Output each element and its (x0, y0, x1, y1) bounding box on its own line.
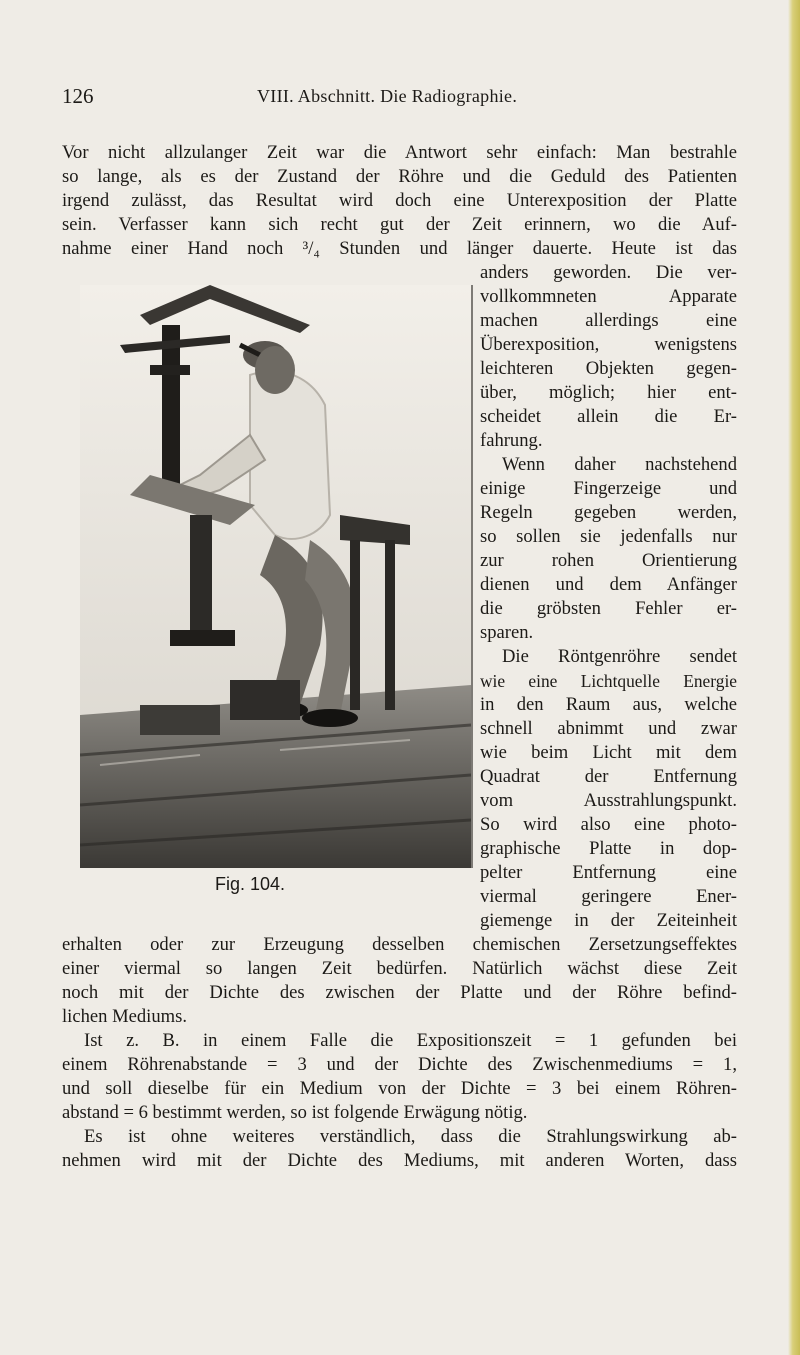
text-line: schnell abnimmt und zwar (480, 718, 737, 739)
text-line: dienen und dem Anfänger (480, 574, 737, 595)
text-line: anders geworden. Die ver- (480, 262, 737, 283)
text-line: nahme einer Hand noch ³/₄ Stunden und länger dauerte. Heute ist das (62, 238, 737, 259)
text-line: So wird also eine photo- (480, 814, 737, 835)
text-line: die gröbsten Fehler er- (480, 598, 737, 619)
text-line: nehmen wird mit der Dichte des Mediums, mit anderen Worten, dass (62, 1150, 737, 1171)
text-line: irgend zulässt, das Resultat wird doch eine Unterexposition der Platte (62, 190, 737, 211)
running-head: VIII. Abschnitt. Die Radiographie. (257, 86, 518, 106)
text-line: lichen Mediums. (62, 1006, 187, 1027)
text-line: Quadrat der Entfernung (480, 766, 737, 787)
figure-caption: Fig. 104. (215, 874, 286, 894)
text-line: vollkommneten Apparate (480, 286, 737, 307)
text-line: wie beim Licht mit dem (480, 742, 737, 763)
text-line: leichteren Objekten gegen- (480, 358, 737, 379)
text-line: einer viermal so langen Zeit bedürfen. Natürlich wächst diese Zeit (62, 958, 737, 979)
text-line: Ist z. B. in einem Falle die Expositionszeit = 1 gefunden bei (84, 1030, 737, 1051)
text-line: in den Raum aus, welche (480, 694, 737, 715)
page-edge (788, 0, 800, 1355)
text-line: Es ist ohne weiteres verständlich, dass die Strahlungswirkung ab- (84, 1126, 737, 1147)
text-line: noch mit der Dichte des zwischen der Platte und der Röhre befind- (62, 982, 737, 1003)
text-line: sparen. (480, 622, 534, 643)
page-number: 126 (62, 84, 94, 108)
text-line: über, möglich; hier ent- (480, 382, 737, 403)
text-line: graphische Platte in dop- (480, 838, 737, 859)
page-header (62, 84, 742, 112)
text-line: so sollen sie jedenfalls nur (480, 526, 737, 547)
text-line: sein. Verfasser kann sich recht gut der Zeit erinnern, wo die Auf- (62, 214, 737, 235)
text-line: pelter Entfernung eine (480, 862, 737, 883)
text-line: wie eine Lichtquelle Energie (480, 671, 737, 691)
text-line: Überexposition, wenigstens (480, 334, 737, 355)
xray-apparatus-illustration (80, 285, 471, 868)
text-line: Die Röntgenröhre sendet (502, 646, 737, 667)
figure-photograph (80, 285, 473, 868)
text-line: fahrung. (480, 430, 543, 451)
text-line: viermal geringere Ener- (480, 886, 737, 907)
text-line: so lange, als es der Zustand der Röhre und die Geduld des Patienten (62, 166, 737, 187)
text-line: Vor nicht allzulanger Zeit war die Antwort sehr einfach: Man bestrahle (62, 142, 737, 163)
text-line: machen allerdings eine (480, 310, 737, 331)
text-line: und soll dieselbe für ein Medium von der Dichte = 3 bei einem Röhren- (62, 1078, 737, 1099)
text-line: Wenn daher nachstehend (502, 454, 737, 475)
text-line: vom Ausstrahlungspunkt. (480, 790, 737, 811)
text-line: einige Fingerzeige und (480, 478, 737, 499)
text-line: erhalten oder zur Erzeugung desselben chemischen Zersetzungseffektes (62, 934, 737, 955)
text-line: zur rohen Orientierung (480, 550, 737, 571)
text-line: einem Röhrenabstande = 3 und der Dichte des Zwischenmediums = 1, (62, 1054, 737, 1075)
text-line: abstand = 6 bestimmt werden, so ist folgende Erwägung nötig. (62, 1102, 528, 1123)
text-line: giemenge in der Zeiteinheit (480, 910, 737, 931)
text-line: Regeln gegeben werden, (480, 502, 737, 523)
text-line: scheidet allein die Er- (480, 406, 737, 427)
